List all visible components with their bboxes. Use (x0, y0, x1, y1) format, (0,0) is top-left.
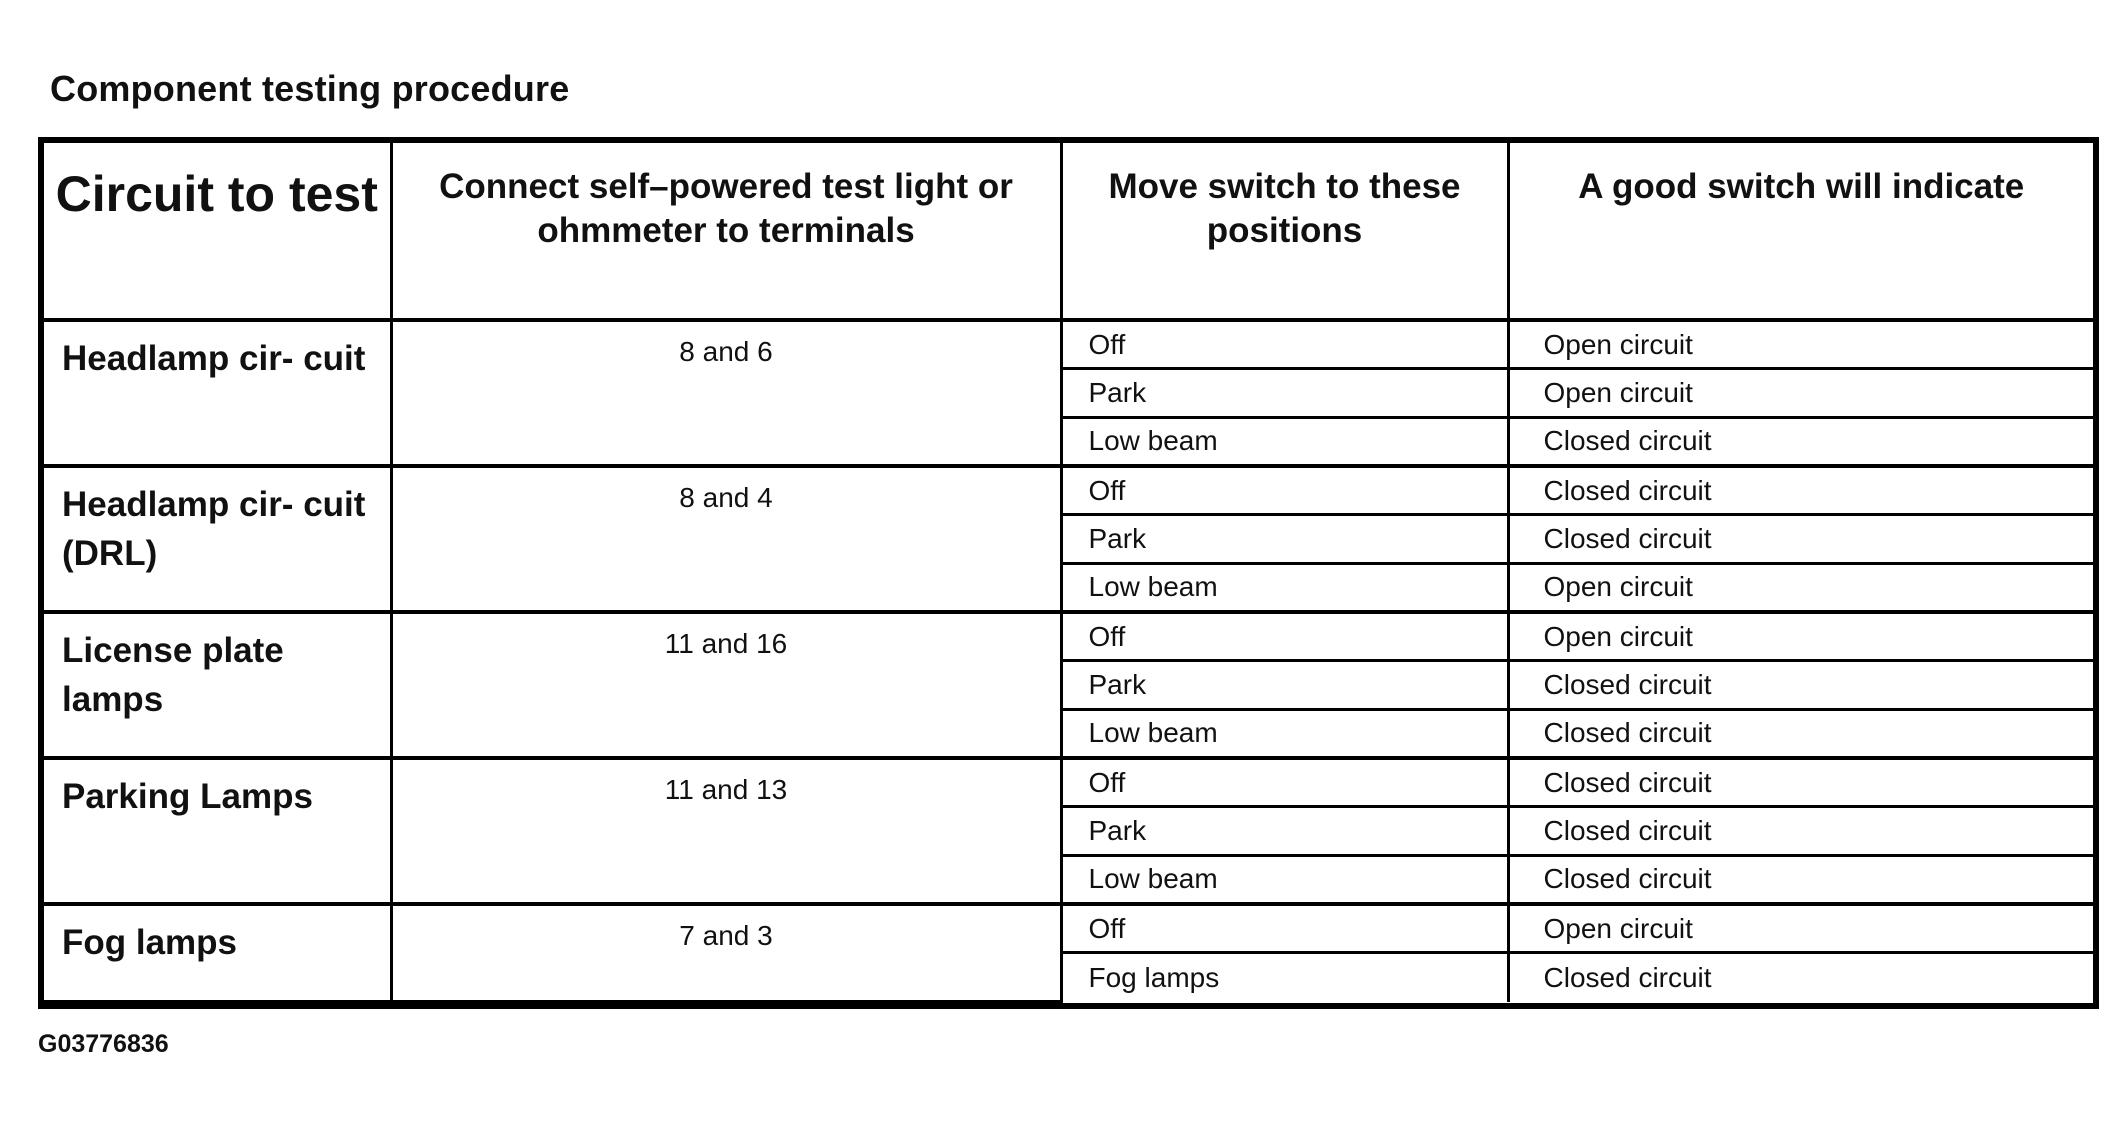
circuit-cell: Fog lamps (44, 904, 391, 1001)
test-procedure-table (44, 143, 2093, 1003)
position-cell: Park (1061, 661, 1508, 710)
indication-cell: Closed circuit (1508, 466, 2093, 515)
figure-id: G03776836 (38, 1030, 169, 1058)
position-cell: Low beam (1061, 563, 1508, 612)
page-title: Component testing procedure (50, 68, 570, 109)
position-cell: Low beam (1061, 855, 1508, 904)
indication-cell: Closed circuit (1508, 417, 2093, 466)
position-cell: Off (1061, 904, 1508, 953)
indication-cell: Closed circuit (1508, 855, 2093, 904)
table-row (44, 758, 2093, 807)
terminals-cell: 8 and 6 (391, 320, 1061, 466)
position-cell: Low beam (1061, 417, 1508, 466)
indication-cell: Closed circuit (1508, 661, 2093, 710)
indication-cell: Closed circuit (1508, 807, 2093, 856)
indication-cell: Closed circuit (1508, 515, 2093, 564)
indication-cell: Open circuit (1508, 612, 2093, 661)
circuit-cell: Headlamp cir- cuit (DRL) (44, 466, 391, 612)
header-positions: Move switch to these positions (1061, 143, 1508, 320)
header-circuit: Circuit to test (44, 143, 391, 320)
position-cell: Off (1061, 612, 1508, 661)
indication-cell: Closed circuit (1508, 953, 2093, 1002)
circuit-cell: Headlamp cir- cuit (44, 320, 391, 466)
position-cell: Off (1061, 758, 1508, 807)
indication-cell: Open circuit (1508, 563, 2093, 612)
terminals-cell: 8 and 4 (391, 466, 1061, 612)
indication-cell: Open circuit (1508, 369, 2093, 418)
indication-cell: Closed circuit (1508, 758, 2093, 807)
position-cell: Off (1061, 466, 1508, 515)
circuit-cell: Parking Lamps (44, 758, 391, 904)
indication-cell: Open circuit (1508, 904, 2093, 953)
circuit-cell: License plate lamps (44, 612, 391, 758)
table-row (44, 466, 2093, 515)
indication-cell: Open circuit (1508, 320, 2093, 369)
header-terminals: Connect self–powered test light or ohmmeter to terminals (391, 143, 1061, 320)
position-cell: Off (1061, 320, 1508, 369)
table-row (44, 320, 2093, 369)
table-row (44, 612, 2093, 661)
position-cell: Park (1061, 515, 1508, 564)
position-cell: Park (1061, 807, 1508, 856)
terminals-cell: 11 and 16 (391, 612, 1061, 758)
table-body (44, 320, 2093, 1002)
position-cell: Low beam (1061, 709, 1508, 758)
header-row (44, 143, 2093, 320)
position-cell: Park (1061, 369, 1508, 418)
position-cell: Fog lamps (1061, 953, 1508, 1002)
terminals-cell: 11 and 13 (391, 758, 1061, 904)
terminals-cell: 7 and 3 (391, 904, 1061, 1001)
test-procedure-table-frame (38, 137, 2099, 1009)
table-row (44, 904, 2093, 953)
indication-cell: Closed circuit (1508, 709, 2093, 758)
header-indication: A good switch will indicate (1508, 143, 2093, 320)
